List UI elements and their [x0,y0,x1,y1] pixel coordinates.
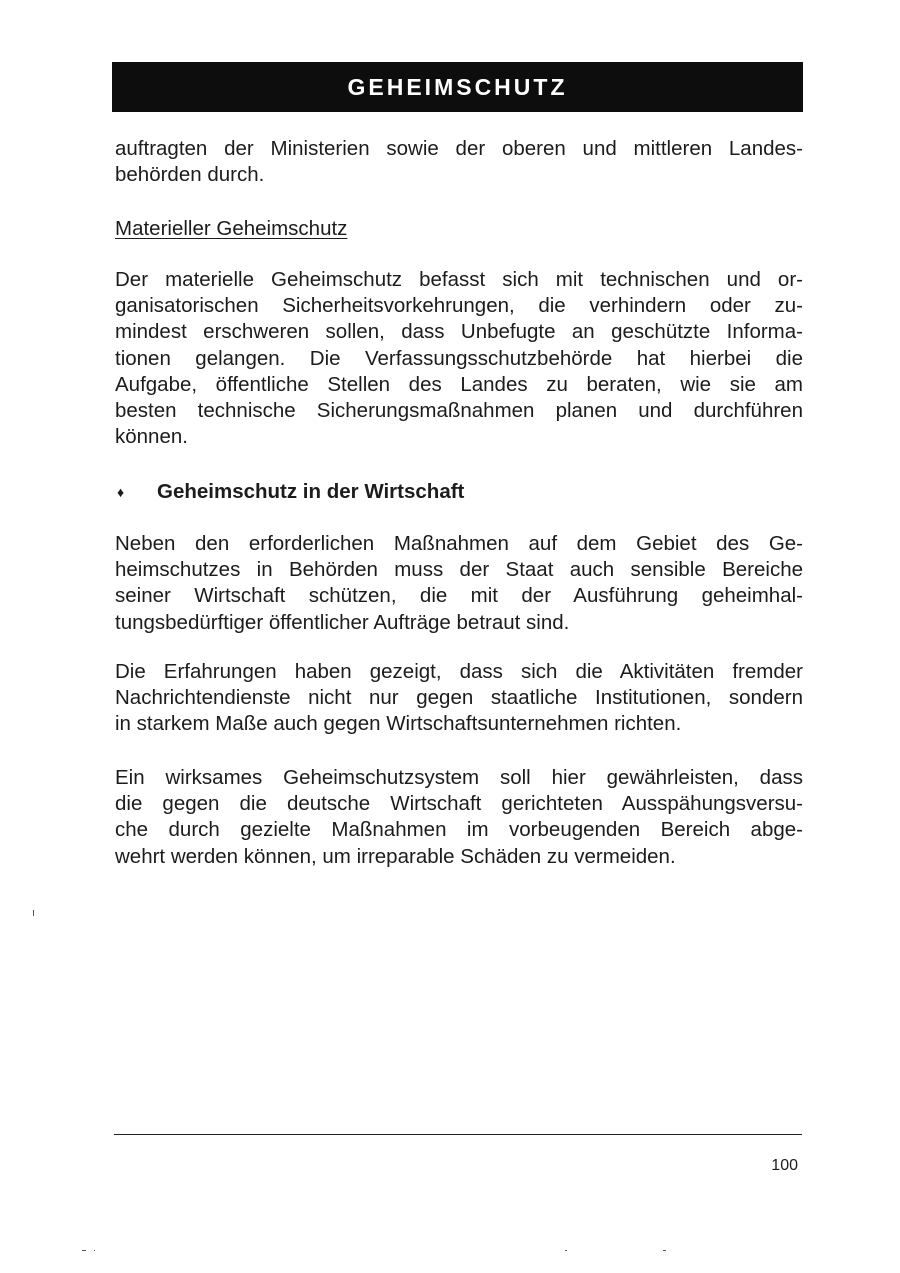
paragraph-5 [115,765,803,870]
footer-rule [114,1134,802,1135]
text-line: behörden durch. [115,163,265,187]
scan-speck [94,1250,95,1251]
section-heading [115,479,464,505]
subheading-materieller-geheimschutz: Materieller Geheimschutz [115,217,348,240]
section-heading-text: Geheimschutz in der Wirtschaft [157,480,465,503]
page-number: 100 [771,1157,798,1174]
text-line: wehrt werden können, um irreparable Schäden zu vermeiden. [115,844,676,868]
paragraph-4 [115,659,803,738]
text-line: können. [115,425,188,449]
text-line: ganisatorischen Sicherheitsvorkehrungen, die verhindern oder zu- [115,294,803,318]
text-line: in starkem Maße auch gegen Wirtschaftsunternehmen richten. [115,712,682,736]
text-line: auftragten der Ministerien sowie der oberen und mittleren Landes- [115,137,803,160]
text-line: che durch gezielte Maßnahmen im vorbeugenden Bereich abge- [115,818,803,842]
paragraph-2 [115,267,803,450]
text-line: heimschutzes in Behörden muss der Staat auch sensible Bereiche [115,558,803,582]
text-line: Neben den erforderlichen Maßnahmen auf dem Gebiet des Ge- [115,532,803,555]
scan-speck [33,910,34,916]
paragraph-3 [115,531,803,636]
text-line: Der materielle Geheimschutz befasst sich mit technischen und or- [115,268,803,291]
header-bar [112,62,803,112]
text-line: die gegen die deutsche Wirtschaft gerichteten Ausspähungsversu- [115,792,803,816]
text-line: mindest erschweren sollen, dass Unbefugte an geschützte Informa- [115,320,803,344]
text-line: Die Erfahrungen haben gezeigt, dass sich die Aktivitäten fremder [115,660,803,683]
text-line: tungsbedürftiger öffentlicher Aufträge betraut sind. [115,610,570,634]
text-line: besten technische Sicherungsmaßnahmen planen und durchführen [115,399,803,423]
text-line: Aufgabe, öffentliche Stellen des Landes zu beraten, wie sie am [115,372,803,396]
text-line: Ein wirksames Geheimschutzsystem soll hier gewährleisten, dass [115,766,803,789]
text-line: tionen gelangen. Die Verfassungsschutzbehörde hat hierbei die [115,346,803,370]
diamond-bullet-icon: ♦ [117,484,125,500]
scan-speck [565,1250,567,1251]
scan-speck [663,1250,666,1251]
page-header-title: GEHEIMSCHUTZ [347,73,568,100]
text-line: Nachrichtendienste nicht nur gegen staatliche Institutionen, sondern [115,686,803,710]
paragraph-1 [115,136,803,188]
text-line: seiner Wirtschaft schützen, die mit der Ausführung geheimhal- [115,584,803,608]
scan-speck [82,1250,86,1251]
